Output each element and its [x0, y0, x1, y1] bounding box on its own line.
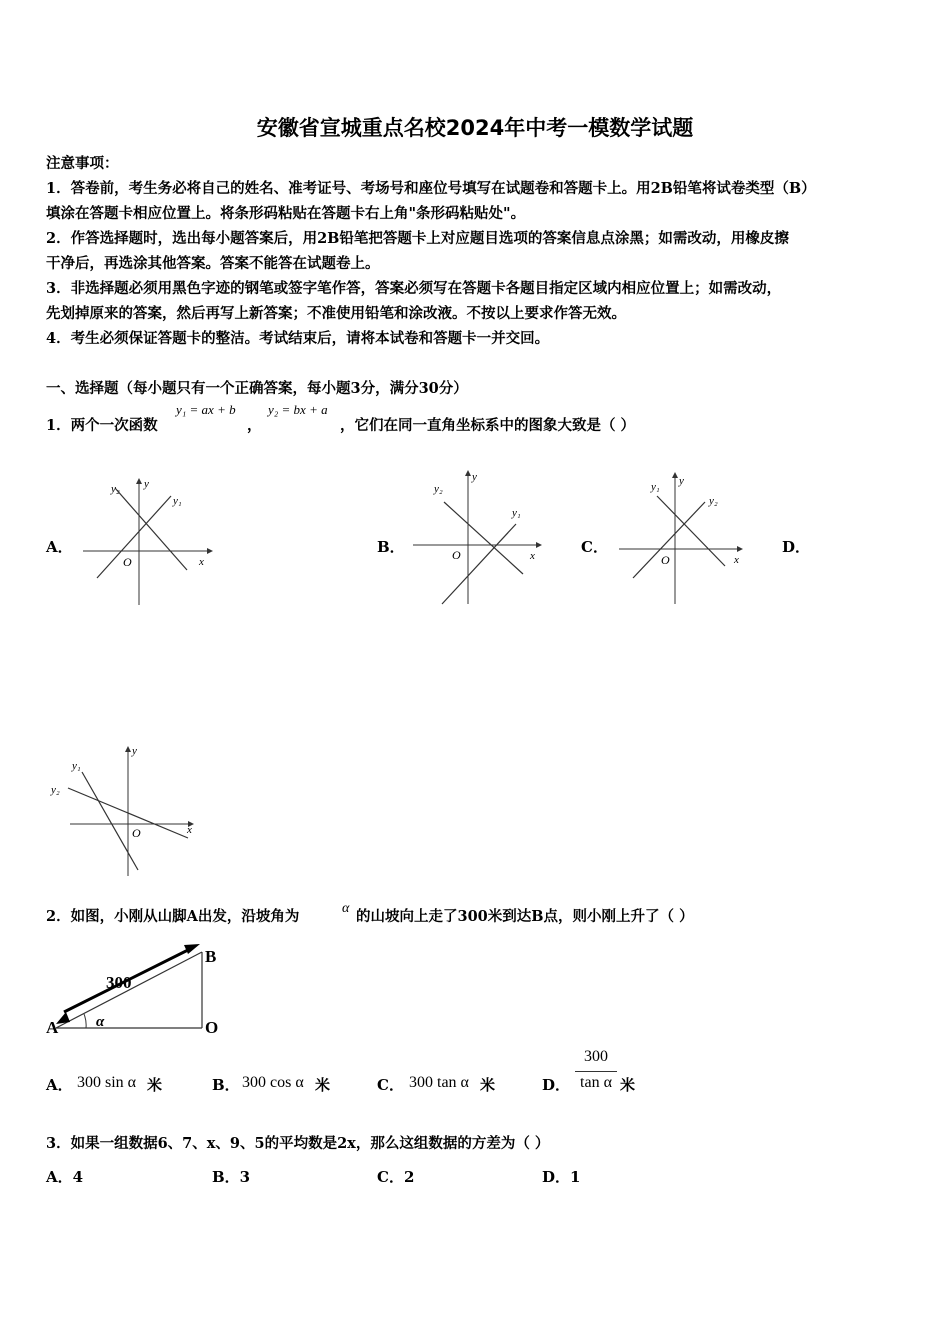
option-c-label[interactable]: C．	[581, 538, 608, 556]
q2-option-d-label[interactable]: D．	[542, 1076, 571, 1094]
label-x: x	[187, 824, 192, 836]
fraction-numerator: 300	[584, 1048, 608, 1065]
label-origin: O	[452, 548, 461, 562]
slope-figure	[44, 940, 229, 1040]
label-y: y	[679, 475, 684, 487]
point-o-label: O	[205, 1018, 219, 1037]
q3-option-b[interactable]: B．3	[212, 1168, 251, 1186]
fraction-bar	[575, 1071, 617, 1072]
fraction-denominator: tan α	[580, 1074, 612, 1091]
question-2-text-a: 2．如图，小刚从山脚A出发，沿坡角为	[46, 908, 300, 925]
label-x: x	[199, 556, 204, 568]
q2-option-a-unit: 米	[147, 1076, 163, 1094]
graph-option-d	[48, 742, 198, 882]
point-b-label: B	[205, 947, 217, 966]
alpha-symbol: α	[342, 901, 350, 916]
notice-line: 填涂在答题卡相应位置上。将条形码粘贴在答题卡右上角"条形码粘贴处"。	[46, 205, 526, 222]
q2-option-c-label[interactable]: C．	[377, 1076, 404, 1094]
q2-option-d-unit: 米	[620, 1076, 636, 1094]
notice-line: 2．作答选择题时，选出每小题答案后，用2B铅笔把答题卡上对应题目选项的答案信息点涂黑；如需改动，用橡皮擦	[46, 230, 789, 247]
page-title: 安徽省宣城重点名校2024年中考一模数学试题	[256, 116, 694, 140]
label-y2: y₂	[51, 784, 60, 796]
option-b-label[interactable]: B．	[377, 538, 405, 556]
notice-line: 3．非选择题必须用黑色字迹的钢笔或签字笔作答，答案必须写在答题卡各题目指定区域内相应位置上；如需改动，	[46, 280, 782, 297]
q3-option-d[interactable]: D．1	[542, 1168, 581, 1186]
question-2-text-b: 的山坡向上走了300米到达B点，则小刚上升了（ ）	[356, 908, 694, 925]
point-a-label: A	[46, 1018, 59, 1037]
q2-option-a-expr: 300 sin α	[77, 1074, 137, 1091]
notice-line: 1．答卷前，考生务必将自己的姓名、准考证号、考场号和座位号填写在试题卷和答题卡上。用2B铅笔将试卷类型（B）	[46, 180, 816, 197]
notice-line: 先划掉原来的答案，然后再写上新答案；不准使用铅笔和涂改液。不按以上要求作答无效。	[46, 305, 626, 322]
q2-option-a-label[interactable]: A．	[46, 1076, 73, 1094]
q2-option-b-label[interactable]: B．	[212, 1076, 240, 1094]
label-y1: y₁	[173, 495, 182, 507]
label-y: y	[144, 478, 149, 490]
graph-option-b	[408, 468, 553, 608]
graph-option-a	[75, 470, 215, 610]
notice-line: 干净后，再选涂其他答案。答案不能答在试题卷上。	[46, 255, 380, 272]
label-y1: y₁	[512, 507, 521, 519]
function-y1: y₁ = ax + b	[176, 402, 236, 417]
q2-option-c-expr: 300 tan α	[409, 1074, 469, 1091]
length-label: 300	[106, 973, 132, 992]
option-a-label[interactable]: A．	[46, 538, 73, 556]
graph-option-c	[615, 468, 750, 608]
function-y2: y₂ = bx + a	[268, 402, 328, 417]
label-y: y	[132, 745, 137, 757]
q2-option-c-unit: 米	[480, 1076, 496, 1094]
q2-option-b-expr: 300 cos α	[242, 1074, 304, 1091]
q3-option-c[interactable]: C．2	[377, 1168, 415, 1186]
label-y2: y₂	[111, 483, 120, 495]
label-y: y	[472, 471, 477, 483]
angle-label: α	[96, 1014, 105, 1030]
label-origin: O	[123, 555, 132, 569]
comma: ，	[247, 417, 262, 434]
question-3-text: 3．如果一组数据6、7、x、9、5的平均数是2x，那么这组数据的方差为（ ）	[46, 1135, 550, 1152]
label-x: x	[734, 554, 739, 566]
label-y2: y₂	[709, 495, 718, 507]
label-y1: y₁	[72, 760, 81, 772]
q3-option-a[interactable]: A．4	[46, 1168, 84, 1186]
label-y2: y₂	[434, 483, 443, 495]
label-origin: O	[661, 553, 670, 567]
notice-line: 4．考生必须保证答题卡的整洁。考试结束后，请将本试卷和答题卡一并交回。	[46, 330, 550, 347]
q2-option-b-unit: 米	[315, 1076, 331, 1094]
label-x: x	[530, 550, 535, 562]
label-y1: y₁	[651, 481, 660, 493]
question-1-prefix: 1．两个一次函数	[46, 417, 158, 434]
section-heading: 一、选择题（每小题只有一个正确答案，每小题3分，满分30分）	[46, 380, 468, 397]
label-origin: O	[132, 826, 141, 840]
option-d-label[interactable]: D．	[782, 538, 811, 556]
notice-heading: 注意事项：	[46, 155, 119, 172]
question-1-suffix: ，它们在同一直角坐标系中的图象大致是（ ）	[340, 417, 636, 434]
